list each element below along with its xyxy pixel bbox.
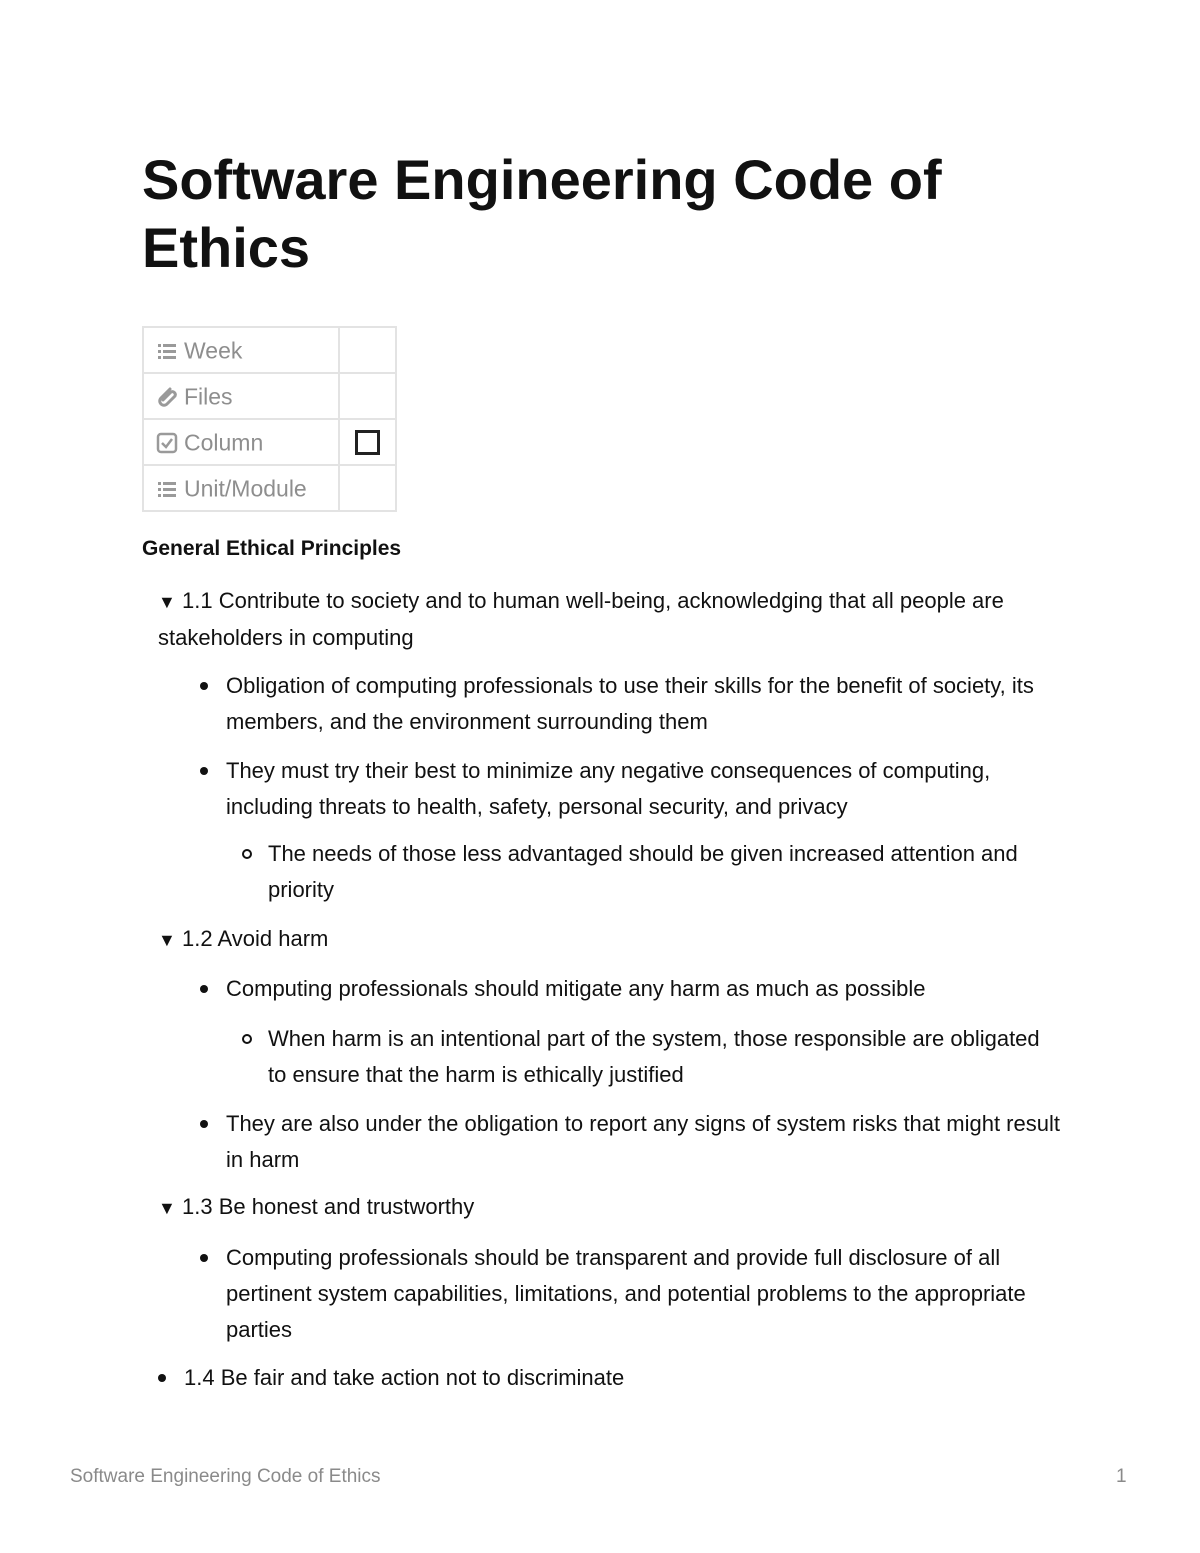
page-number: 1 (1116, 1466, 1127, 1487)
list-item-text: They are also under the obligation to report any signs of system risks that might result in harm (226, 1111, 1060, 1172)
column-checkbox[interactable] (355, 430, 380, 455)
property-label: Column (184, 429, 264, 456)
property-label: Unit/Module (184, 475, 307, 502)
list-item-text: They must try their best to minimize any negative consequences of computing, including threats to health, safety, personal security, and privacy (226, 758, 991, 819)
sub-list-item (242, 1021, 1042, 1093)
bullet-icon (200, 682, 208, 690)
bullet-icon (200, 767, 208, 775)
property-label: Files (184, 383, 233, 410)
property-row[interactable] (143, 419, 396, 465)
list-item (200, 668, 1060, 740)
bullet-icon (200, 985, 208, 993)
bullet-icon (200, 1120, 208, 1128)
toggle-title: 1.2 Avoid harm (182, 926, 329, 951)
property-row[interactable] (143, 373, 396, 419)
property-value-cell[interactable] (339, 373, 396, 419)
list-item-text: The needs of those less advantaged should be given increased attention and priority (268, 841, 1018, 902)
property-row[interactable] (143, 327, 396, 373)
list-item (200, 1106, 1060, 1178)
toggle-title: 1.1 Contribute to society and to human well-being, acknowledging that all people are stakeholders in computing (158, 588, 1004, 650)
list-item-text: Computing professionals should mitigate any harm as much as possible (226, 976, 926, 1001)
list-item-text: Obligation of computing professionals to use their skills for the benefit of society, its members, and the environment surrounding them (226, 673, 1034, 734)
toggle-item-1-2[interactable] (158, 921, 1038, 958)
property-name-cell[interactable] (143, 419, 339, 465)
list-icon (156, 340, 178, 362)
property-value-cell[interactable] (339, 419, 396, 465)
hollow-bullet-icon (242, 849, 252, 859)
property-name-cell[interactable] (143, 373, 339, 419)
toggle-triangle-icon[interactable]: ▼ (158, 592, 176, 612)
list-item (200, 971, 1060, 1007)
paperclip-icon (156, 386, 178, 408)
property-row[interactable] (143, 465, 396, 511)
list-item-1-4 (158, 1360, 1038, 1396)
property-name-cell[interactable] (143, 465, 339, 511)
list-item (200, 1240, 1060, 1348)
property-label: Week (184, 337, 243, 364)
property-value-cell[interactable] (339, 465, 396, 511)
list-item-text: When harm is an intentional part of the system, those responsible are obligated to ensure that the harm is ethically justified (268, 1026, 1040, 1087)
footer-title: Software Engineering Code of Ethics (70, 1466, 381, 1487)
hollow-bullet-icon (242, 1034, 252, 1044)
toggle-triangle-icon[interactable]: ▼ (158, 930, 176, 950)
list-item-text: Computing professionals should be transparent and provide full disclosure of all pertinent system capabilities, limitations, and potential problems to the appropriate parties (226, 1245, 1026, 1342)
list-icon (156, 478, 178, 500)
page-title: Software Engineering Code of Ethics (142, 148, 942, 279)
section-heading: General Ethical Principles (142, 537, 402, 560)
toggle-item-1-3[interactable] (158, 1189, 1038, 1226)
toggle-title: 1.3 Be honest and trustworthy (182, 1194, 475, 1219)
sub-list-item (242, 836, 1042, 908)
list-item-text: 1.4 Be fair and take action not to discriminate (184, 1365, 625, 1390)
bullet-icon (158, 1374, 166, 1382)
property-name-cell[interactable] (143, 327, 339, 373)
toggle-item-1-1[interactable] (158, 583, 1038, 656)
toggle-triangle-icon[interactable]: ▼ (158, 1198, 176, 1218)
list-item (200, 753, 1060, 825)
checkbox-icon (156, 432, 178, 454)
property-value-cell[interactable] (339, 327, 396, 373)
properties-table (142, 326, 397, 512)
bullet-icon (200, 1254, 208, 1262)
